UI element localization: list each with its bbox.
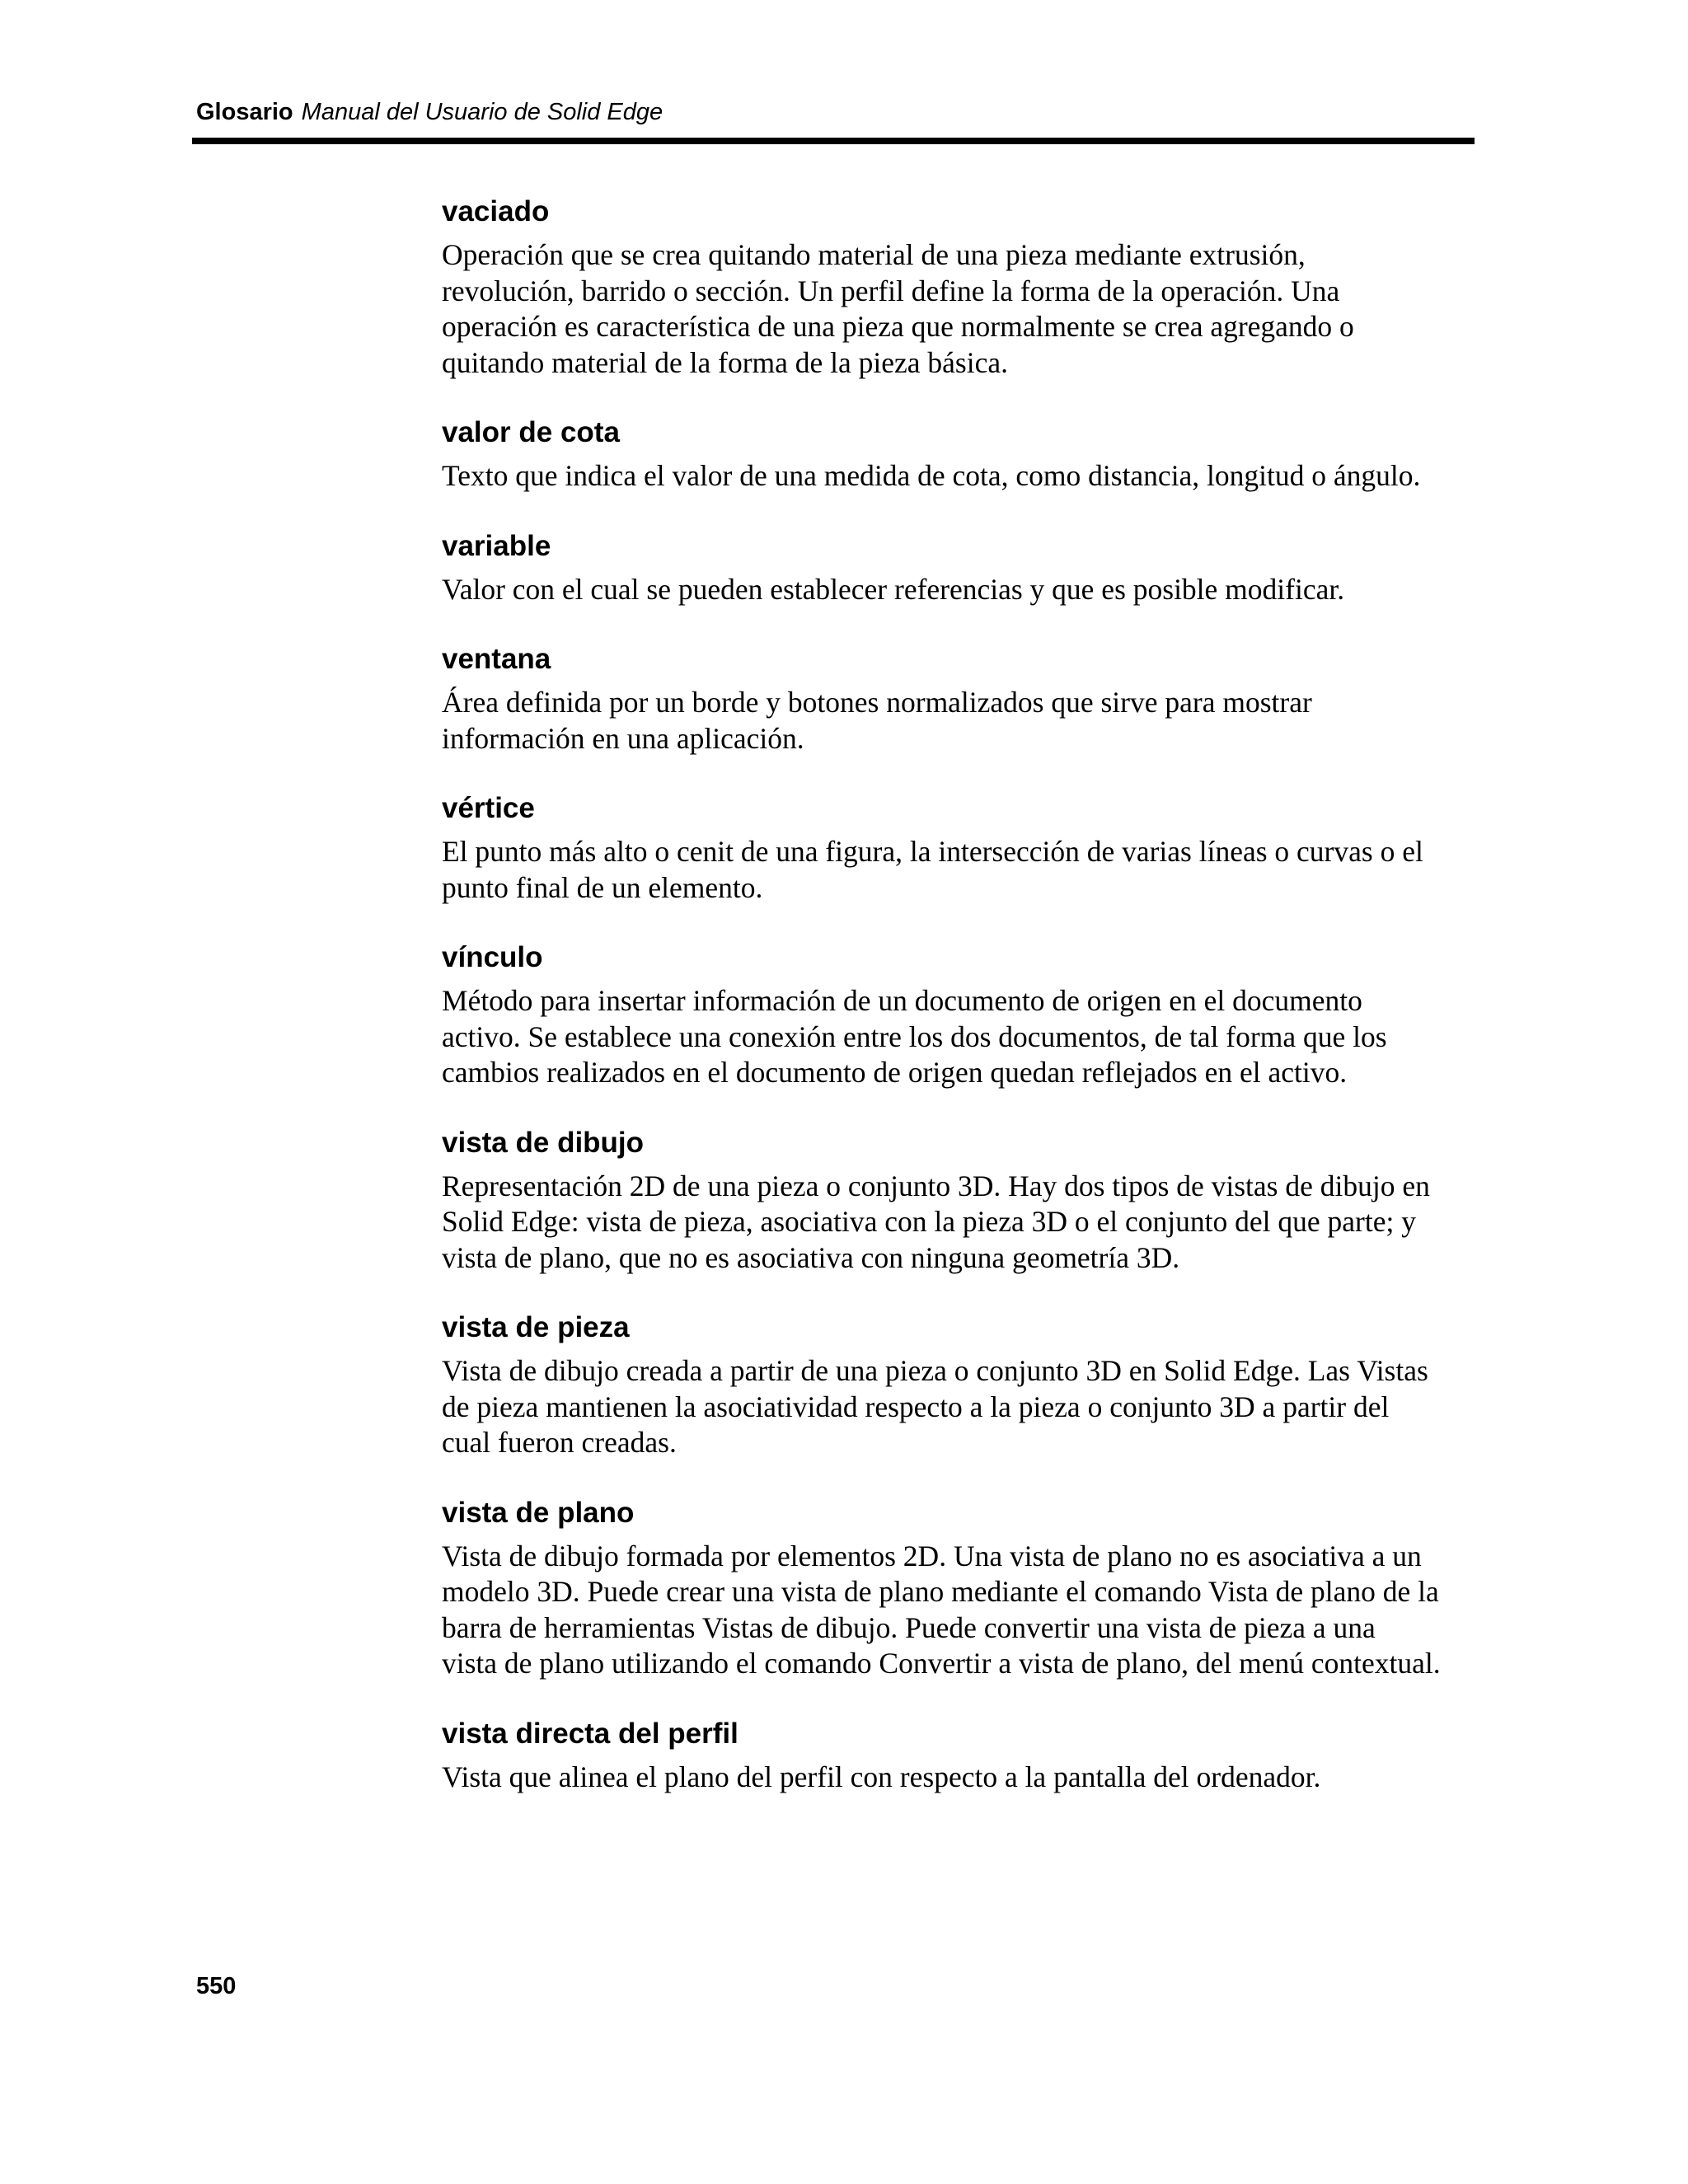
glossary-entry <box>442 193 1480 381</box>
glossary-definition: Operación que se crea quitando material de una pieza mediante extrusión, revolución, barrido o sección. Un perfil define la forma de la operación. Una operación es característica de una pieza que normalmente se crea agregando o quitando material de la forma de la pieza básica. <box>442 238 1354 379</box>
header-section-title: Glosario <box>196 99 293 125</box>
glossary-definition: El punto más alto o cenit de una figura, la intersección de varias líneas o curvas o el punto final de un elemento. <box>442 835 1423 904</box>
glossary-entry <box>442 939 1480 1091</box>
header-manual-title: Manual del Usuario de Solid Edge <box>301 99 663 125</box>
glossary-entry <box>442 1715 1480 1796</box>
glossary-definition: Vista que alinea el plano del perfil con respecto a la pantalla del ordenador. <box>442 1760 1321 1793</box>
glossary-entry <box>442 527 1480 608</box>
glossary-definition: Vista de dibujo formada por elementos 2D. Una vista de plano no es asociativa a un modelo 3D. Puede crear una vista de plano mediante el comando Vista de plano de la barra de herramientas Vistas de dibujo. Puede convertir una vista de pieza a una vista de plano utilizando el comando Convertir a vista de plano, del menú contextual. <box>442 1539 1441 1680</box>
glossary-term: vínculo <box>442 941 543 973</box>
glossary-definition: Vista de dibujo creada a partir de una pieza o conjunto 3D en Solid Edge. Las Vistas de pieza mantienen la asociatividad respecto a la pieza o conjunto 3D a partir del cual fueron creadas. <box>442 1354 1428 1459</box>
glossary-definition: Representación 2D de una pieza o conjunto 3D. Hay dos tipos de vistas de dibujo en Solid Edge: vista de pieza, asociativa con la pieza 3D o el conjunto del que parte; y vista de plano, que no es asociativa con ninguna geometría 3D. <box>442 1169 1430 1274</box>
glossary-entry <box>442 1494 1480 1682</box>
glossary-entry <box>442 414 1480 494</box>
glossary-term: ventana <box>442 643 551 675</box>
glossary-term: variable <box>442 529 551 562</box>
glossary-definition: Valor con el cual se pueden establecer referencias y que es posible modificar. <box>442 572 1345 606</box>
glossary-entries <box>442 193 1480 1828</box>
glossary-entry <box>442 1124 1480 1277</box>
running-header <box>196 97 663 127</box>
glossary-term: vista de pieza <box>442 1311 630 1343</box>
glossary-term: vista de plano <box>442 1496 635 1529</box>
glossary-definition: Método para insertar información de un documento de origen en el documento activo. Se establece una conexión entre los dos documentos, de tal forma que los cambios realizados en el documento de origen quedan reflejados en el activo. <box>442 984 1387 1089</box>
glossary-term: valor de cota <box>442 416 620 448</box>
glossary-entry <box>442 1309 1480 1461</box>
glossary-term: vista de dibujo <box>442 1126 645 1159</box>
glossary-term: vista directa del perfil <box>442 1717 738 1750</box>
glossary-definition: Texto que indica el valor de una medida de cota, como distancia, longitud o ángulo. <box>442 459 1421 492</box>
glossary-entry <box>442 640 1480 757</box>
page-number: 550 <box>196 1973 237 1999</box>
glossary-definition: Área definida por un borde y botones normalizados que sirve para mostrar información en una aplicación. <box>442 686 1312 755</box>
glossary-term: vaciado <box>442 195 550 227</box>
glossary-term: vértice <box>442 792 535 824</box>
glossary-entry <box>442 790 1480 906</box>
header-rule <box>192 138 1475 144</box>
